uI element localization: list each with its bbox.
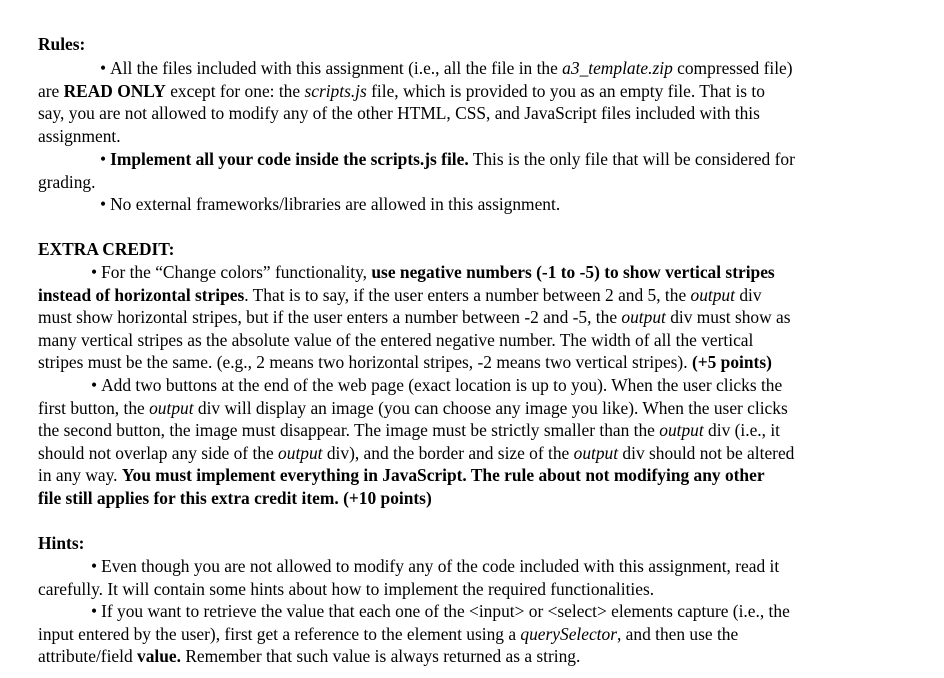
bullet-icon: • — [100, 194, 107, 214]
hints-bullet-1: • Even though you are not allowed to modify any of the code included with this assignment, read it carefully. It will contain some hints about how to implement the required functionalities. — [38, 556, 780, 599]
extra-credit-bullet-2: • Add two buttons at the end of the web page (exact location is up to you). When the user clicks the first button, the output div will display an image (you can choose any image you like). When the user clicks the second button, the image must disappear. The image must be strictly smaller than the output div (i.e., it should not overlap any side of the output div), and the border and size of the output div should not be altered in any way. You must implement everything in JavaScript. The rule about not modifying any other file still applies for this extra credit item. (+10 points) — [38, 375, 795, 508]
hints-bullet-2: • If you want to retrieve the value that each one of the <input> or <select> elements capture (i.e., the input entered by the user), first get a reference to the element using a querySelector, and then use the attribute/field value. Remember that such value is always returned as a string. — [38, 601, 790, 667]
bullet-icon: • — [100, 58, 107, 78]
rules-bullet-2: • Implement all your code inside the scripts.js file. This is the only file that will be considered for grading. — [38, 149, 795, 192]
bullet-icon: • — [91, 601, 98, 621]
rules-bullet-3: • No external frameworks/libraries are allowed in this assignment. — [100, 194, 561, 214]
rules-heading: Rules: — [38, 34, 86, 54]
hints-heading: Hints: — [38, 533, 85, 553]
extra-credit-heading: EXTRA CREDIT: — [38, 239, 175, 259]
bullet-icon: • — [91, 262, 98, 282]
bullet-icon: • — [100, 149, 107, 169]
extra-credit-bullet-1: • For the “Change colors” functionality, use negative numbers (-1 to -5) to show vertical stripes instead of horizontal stripes. That is to say, if the user enters a number between 2 and 5, the output div must show horizontal stripes, but if the user enters a number between -2 and -5, the output div must show as many vertical stripes as the absolute value of the entered negative number. The width of all the vertical stripes must be the same. (e.g., 2 means two horizontal stripes, -2 means two vertical stripes). (+5 points) — [38, 262, 791, 373]
bullet-icon: • — [91, 556, 98, 576]
bullet-icon: • — [91, 375, 98, 395]
rules-bullet-1: • All the files included with this assignment (i.e., all the file in the a3_template.zip compressed file) are READ ONLY except for one: the scripts.js file, which is provided to you as an empty file. That is to say, you are not allowed to modify any of the other HTML, CSS, and JavaScript files included with this assignment. — [38, 58, 793, 146]
